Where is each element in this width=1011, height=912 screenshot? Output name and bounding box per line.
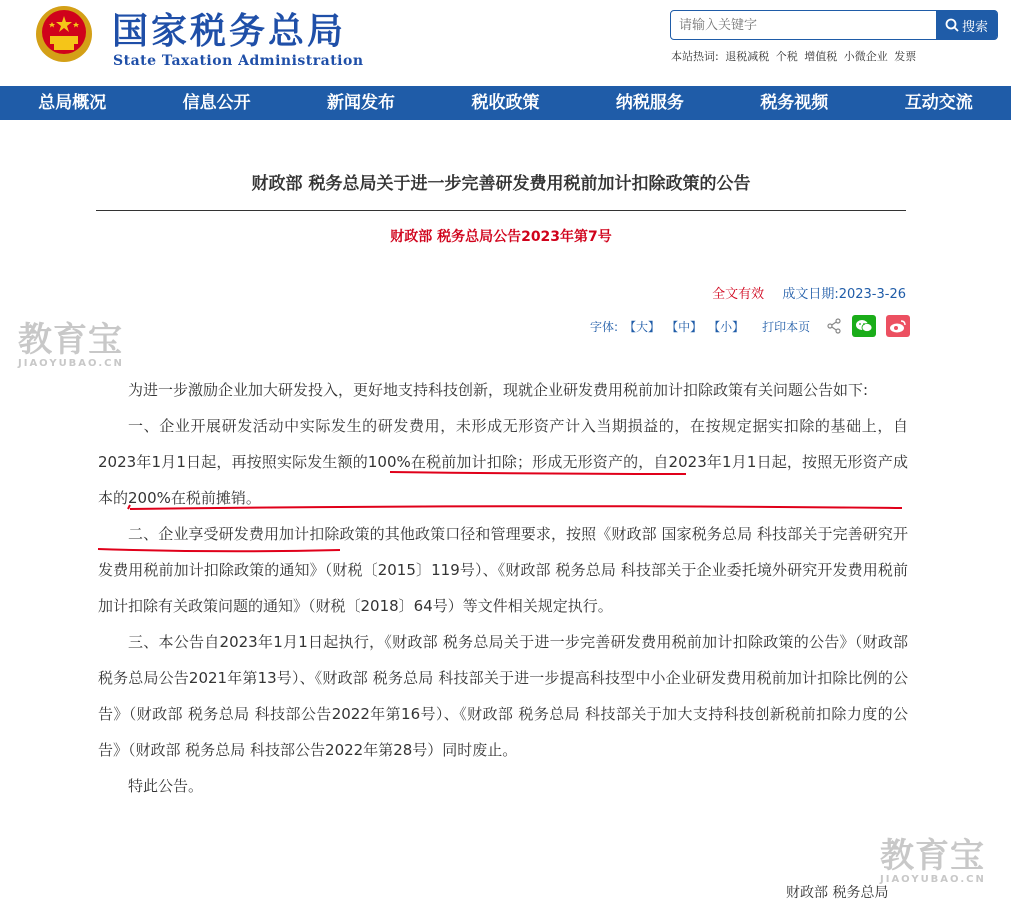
issue-date: 成文日期:2023-3-26 — [782, 287, 906, 302]
article-title: 财政部 税务总局关于进一步完善研发费用税前加计扣除政策的公告 — [251, 174, 751, 194]
font-size-large[interactable]: 【大】 — [624, 319, 661, 334]
hotword-link[interactable]: 小微企业 — [843, 50, 888, 63]
nav-item-video[interactable]: 税务视频 — [760, 93, 829, 113]
nav-item-interaction[interactable]: 互动交流 — [904, 93, 973, 113]
article-paragraph: 为进一步激励企业加大研发投入，更好地支持科技创新，现就企业研发费用税前加计扣除政策有关问题公告如下: — [128, 381, 869, 399]
article-paragraph: 三、本公告自2023年1月1日起执行，《财政部 税务总局关于进一步完善研发费用税前加计扣除政策的公告》（财政部 税务总局公告2021年第13号）、《财政部 税务总局 科技部关于进一步提高科技型中小企业研发费用税前加计扣除比例的公告》（财政部 税务总局 科技部公告2022年第16号）、《财政部 税务总局 科技部关于加大支持科技创新税前扣除力度的公告》（财政部 税务总局 科技部公告2022年第28号）同时废止。 — [98, 633, 908, 759]
main-nav — [0, 86, 1011, 120]
font-size-label: 字体: — [590, 319, 619, 334]
search-button[interactable] — [936, 10, 997, 40]
site-logo-title[interactable]: 国家税务总局 — [112, 11, 347, 52]
hotwords-label: 本站热词: — [671, 50, 719, 63]
nav-item-taxpayer-service[interactable]: 纳税服务 — [615, 93, 684, 113]
national-emblem-icon[interactable] — [32, 4, 96, 68]
wechat-share-icon[interactable] — [852, 315, 876, 337]
share-icon[interactable] — [826, 318, 842, 334]
article-body — [98, 372, 908, 804]
article-paragraph: 一、企业开展研发活动中实际发生的研发费用，未形成无形资产计入当期损益的，在按规定据实扣除的基础上，自2023年1月1日起，再按照实际发生额的100%在税前加计扣除；形成无形资产的，自2023年1月1日起，按照无形资产成本的200%在税前摊销。 — [98, 417, 908, 507]
watermark-logo — [18, 322, 124, 369]
article-tools — [590, 314, 910, 338]
hotword-link[interactable]: 增值税 — [804, 50, 838, 63]
search-icon — [945, 18, 959, 32]
nav-item-tax-policy[interactable]: 税收政策 — [471, 93, 540, 113]
validity-status: 全文有效 — [712, 287, 765, 302]
search-box — [670, 10, 998, 40]
nav-item-disclosure[interactable]: 信息公开 — [182, 93, 251, 113]
nav-item-news[interactable]: 新闻发布 — [327, 93, 396, 113]
print-page-link[interactable]: 打印本页 — [762, 319, 811, 334]
watermark-logo — [880, 838, 986, 885]
article-paragraph: 特此公告。 — [128, 777, 204, 795]
hotword-link[interactable]: 退税减税 — [725, 50, 770, 63]
wechat-icon — [855, 319, 873, 333]
title-divider — [96, 210, 906, 211]
font-size-small[interactable]: 【小】 — [708, 319, 745, 334]
site-header — [0, 0, 1011, 86]
site-logo-subtitle: State Taxation Administration — [113, 53, 364, 69]
hotword-link[interactable]: 个税 — [775, 50, 798, 63]
article-meta — [712, 283, 906, 302]
nav-item-overview[interactable]: 总局概况 — [38, 93, 107, 113]
hotword-link[interactable]: 发票 — [894, 50, 917, 63]
weibo-share-icon[interactable] — [886, 315, 910, 337]
search-button-label: 搜索 — [961, 19, 988, 35]
watermark-url: JIAOYUBAO.CN — [880, 874, 986, 885]
hotwords-bar — [671, 48, 919, 64]
article-paragraph: 二、企业享受研发费用加计扣除政策的其他政策口径和管理要求，按照《财政部 国家税务总局 科技部关于完善研究开发费用税前加计扣除政策的通知》（财税〔2015〕119号）、《财政部 税务总局 科技部关于企业委托境外研究开发费用税前加计扣除有关政策问题的通知》（财税〔2018〕64号）等文件相关规定执行。 — [98, 525, 908, 615]
watermark-text: 教育宝 — [18, 320, 123, 360]
watermark-text: 教育宝 — [880, 836, 985, 876]
font-size-medium[interactable]: 【中】 — [666, 319, 703, 334]
article-signature: 财政部 税务总局 — [786, 885, 889, 901]
search-input[interactable] — [671, 11, 937, 39]
watermark-url: JIAOYUBAO.CN — [18, 358, 124, 369]
weibo-icon — [889, 319, 907, 333]
document-number: 财政部 税务总局公告2023年第7号 — [390, 229, 612, 245]
